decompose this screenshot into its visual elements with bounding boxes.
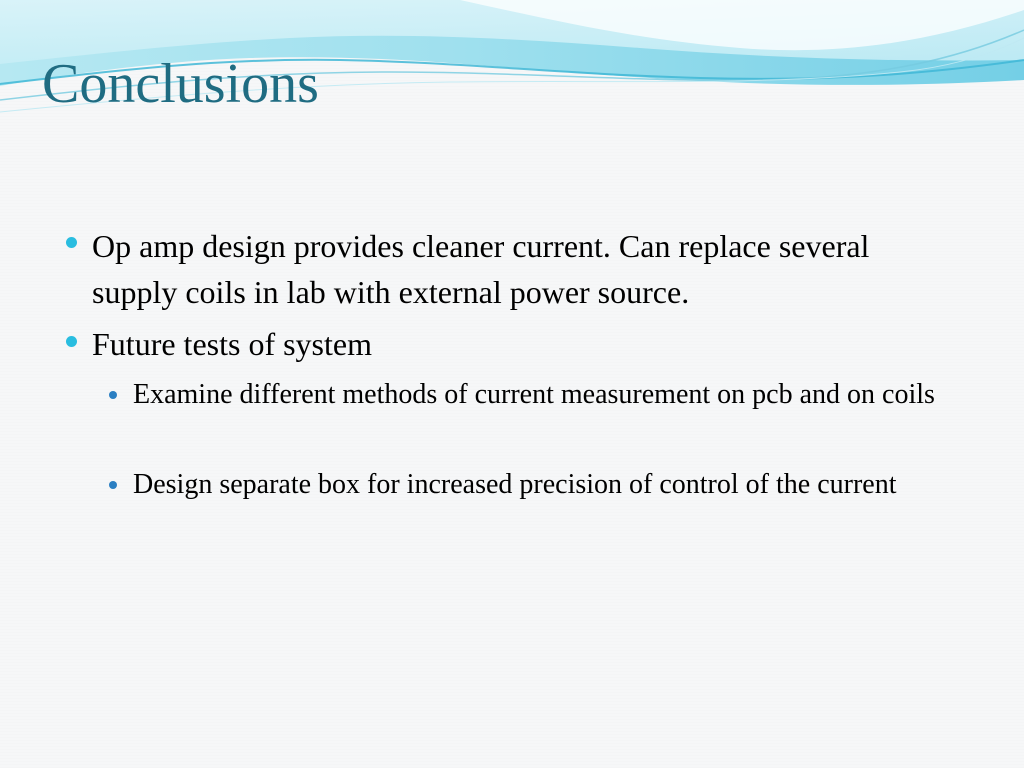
bullet-dot-icon <box>109 391 117 399</box>
bullet-text: Op amp design provides cleaner current. Can replace several supply coils in lab with external power source. <box>92 228 870 310</box>
bullet-text: Design separate box for increased precision of control of the current <box>133 469 897 500</box>
bullet-text: Examine different methods of current measurement on pcb and on coils <box>133 379 935 410</box>
bullet-dot-icon <box>66 237 77 248</box>
slide-title: Conclusions <box>42 53 319 115</box>
bullet-text: Future tests of system <box>92 326 372 362</box>
bullet-dot-icon <box>66 336 77 347</box>
bullet-dot-icon <box>109 481 117 489</box>
